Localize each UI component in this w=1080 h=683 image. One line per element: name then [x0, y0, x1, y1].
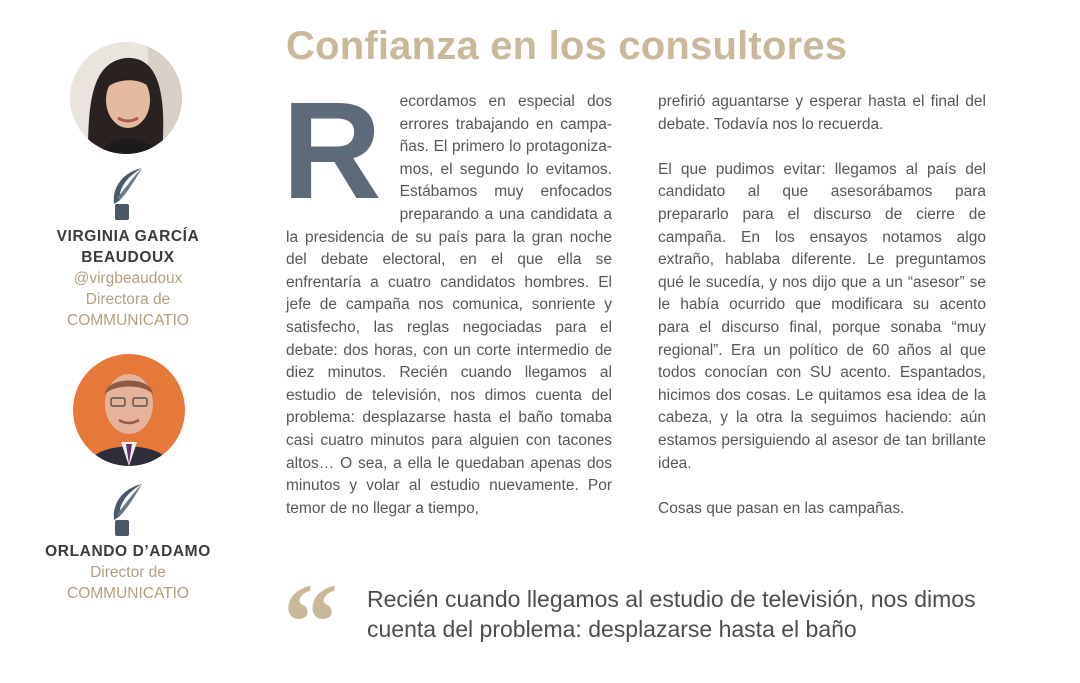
article-paragraph: Cosas que pasan en las campañas.: [658, 499, 905, 517]
article-title: Confianza en los consultores: [286, 24, 848, 68]
author-sidebar: [0, 0, 256, 675]
article-paragraph: prefirió aguantarse y esperar hasta el final del debate. Todavía nos lo recuerda.: [658, 93, 986, 133]
quill-pen-icon: [104, 482, 148, 538]
quote-mark-icon: “: [283, 561, 338, 683]
author-name: ORLANDO D’ADAMO: [45, 543, 211, 560]
author-name: VIRGINIA GARCÍA BEAUDOUX: [56, 228, 200, 266]
author-role: Director de: [90, 564, 166, 581]
avatar-orlando: [73, 354, 185, 466]
article-column-2: [658, 91, 986, 520]
article-paragraph: El que pudimos evitar: llegamos al país del candidato al que asesorábamos para prepararlo para el discurso de cierre de campaña. En los ensayos notamos algo extraño, hablaba diferente. Le preguntamos qué le sucedía, y nos dijo que a un “asesor” se le había ocurrido que modificara su acento para el discurso final, porque sonaba “muy regional”. Era un político de 60 años al que todos conocían con SU acento. Espantados, hicimos dos cosas. Le quitamos esa idea de la cabeza, y la otra la seguimos haciendo: aún estamos persiguiendo al asesor de tan brillante idea.: [658, 160, 986, 472]
article-column-1: [282, 74, 612, 520]
author-organization: COMMUNICATIO: [67, 585, 189, 602]
quill-pen-icon: [104, 166, 148, 222]
author-organization: COMMUNICATIO: [67, 312, 189, 329]
drop-cap: R: [282, 74, 382, 228]
article-paragraph: [282, 74, 612, 520]
avatar-virginia: [70, 42, 182, 154]
paragraph-text: ecordamos en especial dos errores trabajando en campañas. El primero lo protagonizamos, el segundo lo evitamos. Estábamos muy enfocados preparando a una candidata a la presidencia de su país para la gran noche del debate electoral, en el que ella se enfrentaría a cuatro candidatos hombres. El jefe de campaña nos comunica, sonriente y satisfecho, las reglas negociadas para el debate: dos horas, con un corte intermedio de diez minutos. Recién cuando llegamos al estudio de televisión, nos dimos cuenta del problema: desplazarse hasta el baño tomaba casi cuatro minutos para alguien con tacones altos… O sea, a ella le quedaban apenas dos minutos y volar al estudio nuevamente. Por temor de no llegar a tiempo,: [286, 93, 612, 517]
author-role: Directora de: [85, 291, 171, 308]
author-orlando: [0, 541, 256, 604]
author-handle: @virgbeaudoux: [73, 270, 183, 287]
author-virginia: [0, 226, 256, 331]
pull-quote: Recién cuando llegamos al estudio de televisión, nos dimos cuenta del problema: desplazarse hasta el baño: [367, 586, 976, 642]
